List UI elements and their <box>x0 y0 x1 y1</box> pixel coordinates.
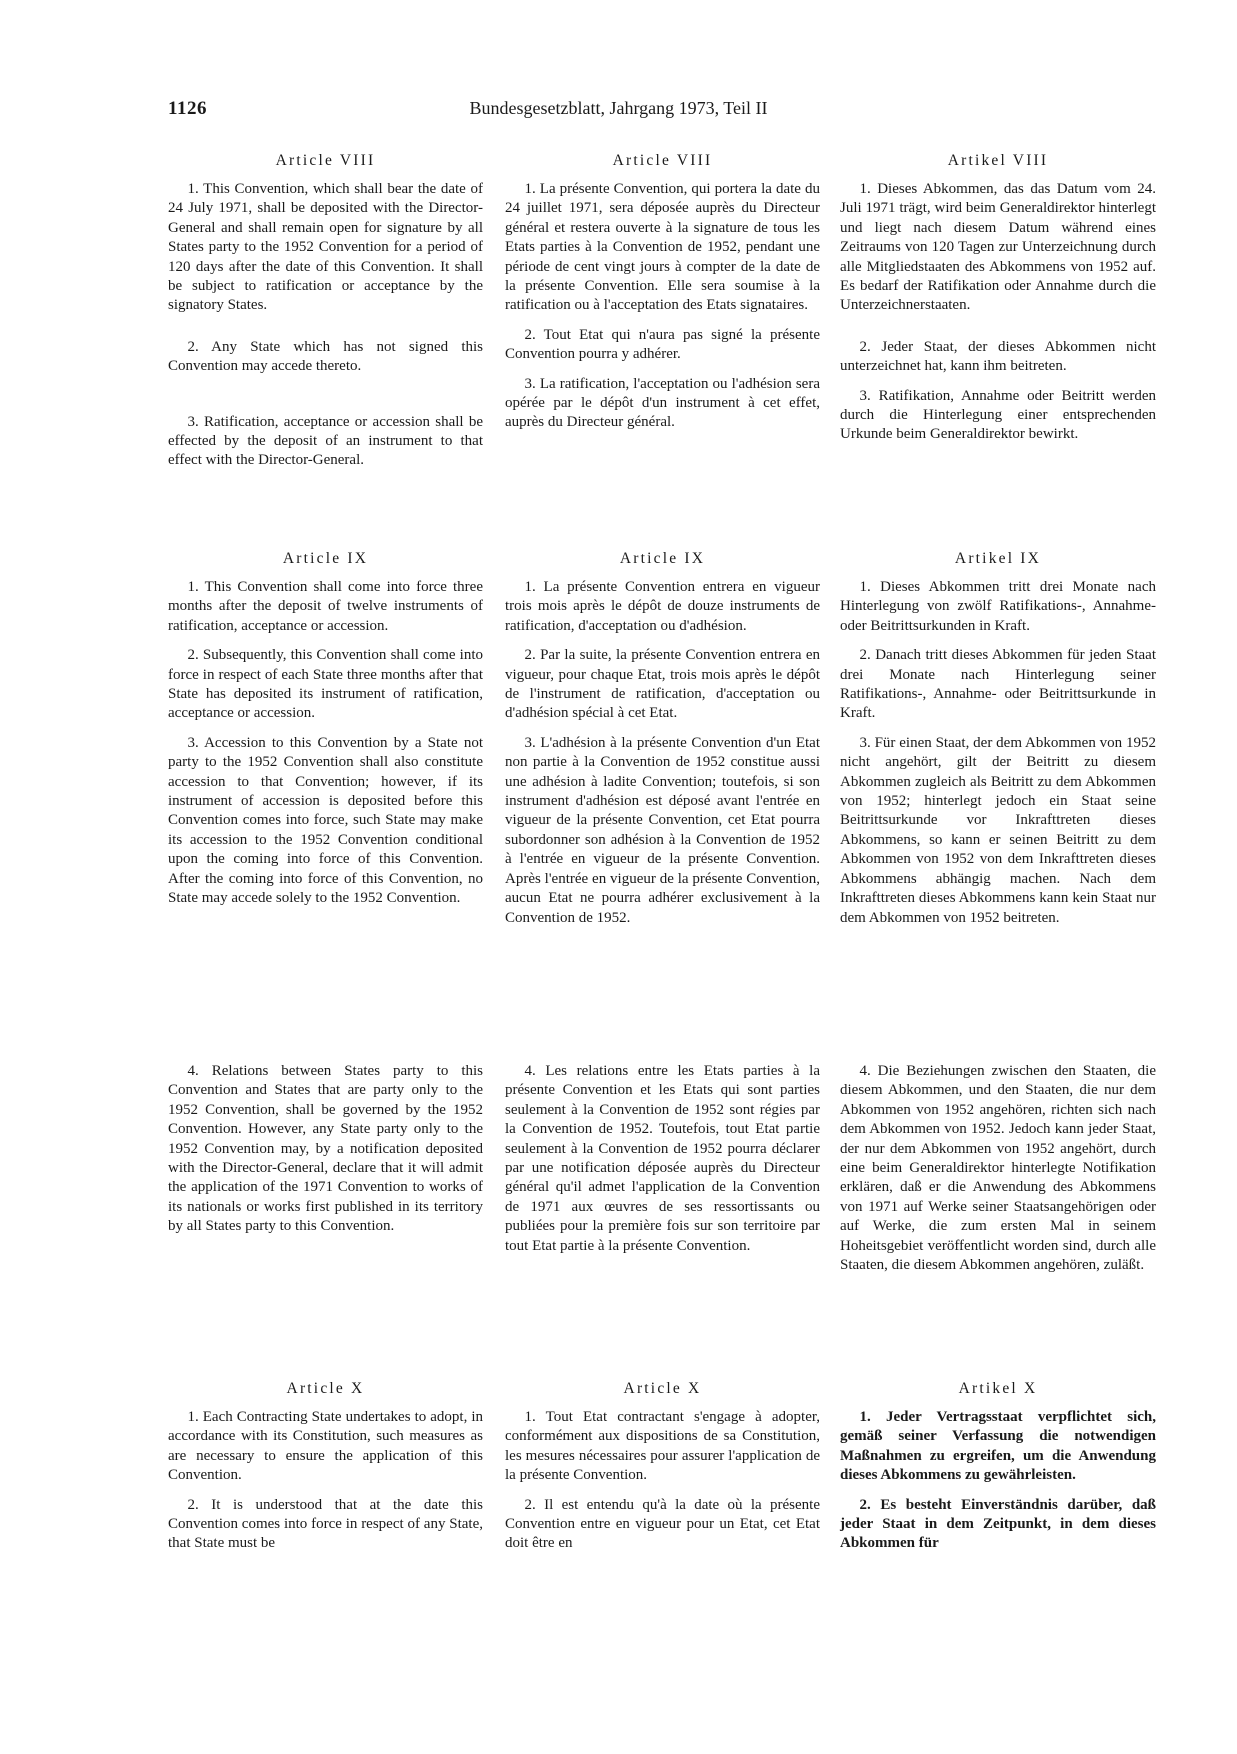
paragraph: 2. It is understood that at the date this Convention comes into force in respect of any State, that State must be <box>168 1496 483 1552</box>
paragraph: 3. Accession to this Convention by a State not party to the 1952 Convention shall also constitute accession to that Convention; however, if its instrument of accession is deposited before this Convention comes into force, such State may make its accession to the 1952 Convention conditional upon the coming into force of this Convention. After the coming into force of this Convention, no State may accede solely to the 1952 Convention. <box>168 734 483 907</box>
paragraph: 2. Il est entendu qu'à la date où la présente Convention entre en vigueur pour un Etat, cet Etat doit être en <box>505 1496 820 1552</box>
article-ix-fr-p4 <box>505 1062 820 1266</box>
paragraph: 2. Subsequently, this Convention shall come into force in respect of each State three months after that State has deposited its instrument of ratification, acceptance or accession. <box>168 647 483 722</box>
paragraph: 3. La ratification, l'acceptation ou l'adhésion sera opérée par le dépôt d'un instrument à cet effet, auprès du Directeur général. <box>505 375 820 431</box>
paragraph: 2. Tout Etat qui n'aura pas signé la présente Convention pourra y adhérer. <box>505 326 820 363</box>
paragraph: 2. Par la suite, la présente Convention entrera en vigueur, pour chaque Etat, trois mois après le dépôt de l'instrument de ratification, d'acceptation ou d'adhésion spécial à cet Etat. <box>505 647 820 722</box>
article-heading: Article X <box>286 1380 365 1397</box>
article-x-en <box>168 1380 483 1564</box>
article-ix-en <box>168 550 483 919</box>
paragraph: 1. La présente Convention, qui portera la date du 24 juillet 1971, sera déposée auprès du Directeur général et restera ouverte à la signature de tous les Etats parties à la Convention de 1952, pendant une période de cent vingt jours à compter de la date de la présente Convention. Elle sera soumise à la ratification ou à l'acceptation des Etats signataires. <box>505 181 820 314</box>
article-heading: Article X <box>623 1380 702 1397</box>
article-heading: Article VIII <box>612 152 713 169</box>
article-ix-fr <box>505 550 820 938</box>
paragraph: 2. Jeder Staat, der dieses Abkommen nicht unterzeichnet hat, kann ihm beitreten. <box>840 338 1156 375</box>
paragraph: 1. Dieses Abkommen, das das Datum vom 24. Juli 1971 trägt, wird beim Generaldirektor hinterlegt und liegt nach diesem Datum während eines Zeitraums von 120 Tagen zur Unterzeichnung durch alle Mitgliedstaaten des Abkommens von 1952 auf. Es bedarf der Ratifikation oder Annahme durch die Unterzeichnerstaaten. <box>840 181 1156 314</box>
article-heading: Article VIII <box>275 152 376 169</box>
article-heading: Artikel VIII <box>947 152 1049 169</box>
article-viii-fr <box>505 152 820 443</box>
paragraph: 1. Dieses Abkommen tritt drei Monate nach Hinterlegung von zwölf Ratifikations-, Annahme- oder Beitrittsurkunden in Kraft. <box>840 579 1156 634</box>
paragraph: 1. This Convention shall come into force three months after the deposit of twelve instruments of ratification, acceptance or accession. <box>168 579 483 634</box>
article-viii-de <box>840 152 1156 455</box>
article-viii-en <box>168 152 483 481</box>
article-ix-de-p4 <box>840 1062 1156 1285</box>
paragraph: 3. Für einen Staat, der dem Abkommen von 1952 nicht angehört, gilt der Beitritt zu diesem Abkommen zugleich als Beitritt zu dem Abkommen von 1952; hinterlegt jedoch ein Staat seine Beitrittsurkunde vor Inkrafttreten dieses Abkommens, so kann er seinen Beitritt zu dem Abkommen von 1952 von dem Inkrafttreten dieses Abkommens abhängig machen. Nach dem Inkrafttreten dieses Abkommens kann kein Staat nur dem Abkommen von 1952 beitreten. <box>840 734 1156 926</box>
article-heading: Artikel X <box>958 1380 1038 1397</box>
paragraph: 3. L'adhésion à la présente Convention d'un Etat non partie à la Convention de 1952 constitue aussi une adhésion à ladite Convention; toutefois, si son instrument d'adhésion est déposé avant l'entrée en vigueur de la présente Convention, cet Etat pourra subordonner son adhésion à la Convention de 1952 à l'entrée en vigueur de la présente Convention. Après l'entrée en vigueur de la présente Convention, aucun Etat ne pourra adhérer exclusivement à la Convention de 1952. <box>505 734 820 926</box>
article-ix-de <box>840 550 1156 938</box>
paragraph: 2. Any State which has not signed this Convention may accede thereto. <box>168 338 483 375</box>
page-number: 1126 <box>168 98 207 119</box>
paragraph: 4. Die Beziehungen zwischen den Staaten, die diesem Abkommen, und den Staaten, die nur dem Abkommen von 1952 angehören, richten sich nach dem Abkommen von 1952. Jedoch kann jeder Staat, der nur dem Abkommen von 1952 angehört, durch eine beim Generaldirektor hinterlegte Notifikation erklären, daß er die Anwendung des Abkommens von 1971 auf Werke seiner Staatsangehörigen oder auf Werke, die zum ersten Mal in seinem Hoheitsgebiet veröffentlicht worden sind, durch alle Staaten, die diesem Abkommen angehören, zuläßt. <box>840 1063 1156 1274</box>
paragraph: 4. Les relations entre les Etats parties à la présente Convention et les Etats qui sont parties seulement à la Convention de 1952 sont régies par la Convention de 1952. Toutefois, tout Etat partie seulement à la Convention de 1952 pourra déclarer par une notification déposée auprès du Directeur général qu'il admet l'application de la Convention de 1971 aux œuvres de ses ressortissants ou publiées pour la première fois sur son territoire par tout Etat partie à la présente Convention. <box>505 1063 820 1254</box>
article-heading: Artikel IX <box>954 550 1042 567</box>
paragraph: 1. Tout Etat contractant s'engage à adopter, conformément aux dispositions de sa Constitution, les mesures nécessaires pour assurer l'application de la présente Convention. <box>505 1409 820 1484</box>
paragraph: 1. This Convention, which shall bear the date of 24 July 1971, shall be deposited with the Director-General and shall remain open for signature by all States party to the 1952 Convention for a period of 120 days after the date of this Convention. It shall be subject to ratification or acceptance by the signatory States. <box>168 181 483 314</box>
paragraph: 2. Danach tritt dieses Abkommen für jeden Staat drei Monate nach Hinterlegung seiner Ratifikations-, Annahme- oder Beitrittsurkunde in Kraft. <box>840 647 1156 722</box>
paragraph: 1. Jeder Vertragsstaat verpflichtet sich, gemäß seiner Verfassung die notwendigen Maßnahmen zu ergreifen, um die Anwendung dieses Abkommens zu gewährleisten. <box>840 1409 1156 1484</box>
article-x-fr <box>505 1380 820 1564</box>
paragraph: 3. Ratification, acceptance or accession shall be effected by the deposit of an instrument to that effect with the Director-General. <box>168 413 483 469</box>
paragraph: 1. Each Contracting State undertakes to adopt, in accordance with its Constitution, such measures as are necessary to ensure the application of this Convention. <box>168 1409 483 1484</box>
article-heading: Article IX <box>619 550 706 567</box>
running-title: Bundesgesetzblatt, Jahrgang 1973, Teil II <box>469 98 768 118</box>
paragraph: 1. La présente Convention entrera en vigueur trois mois après le dépôt de douze instruments de ratification, d'acceptation ou d'adhésion. <box>505 579 820 634</box>
article-ix-en-p4 <box>168 1062 483 1247</box>
paragraph: 4. Relations between States party to this Convention and States that are party only to the 1952 Convention, shall be governed by the 1952 Convention. However, any State party only to the 1952 Convention may, by a notification deposited with the Director-General, declare that it will admit the application of the 1971 Convention to works of its nationals or works first published in its territory by all States party to this Convention. <box>168 1063 483 1235</box>
article-x-de <box>840 1380 1156 1564</box>
paragraph: 2. Es besteht Einverständnis darüber, daß jeder Staat in dem Zeitpunkt, in dem dieses Abkommen für <box>840 1496 1156 1552</box>
article-heading: Article IX <box>282 550 369 567</box>
paragraph: 3. Ratifikation, Annahme oder Beitritt werden durch die Hinterlegung einer entsprechenden Urkunde beim Generaldirektor bewirkt. <box>840 387 1156 443</box>
